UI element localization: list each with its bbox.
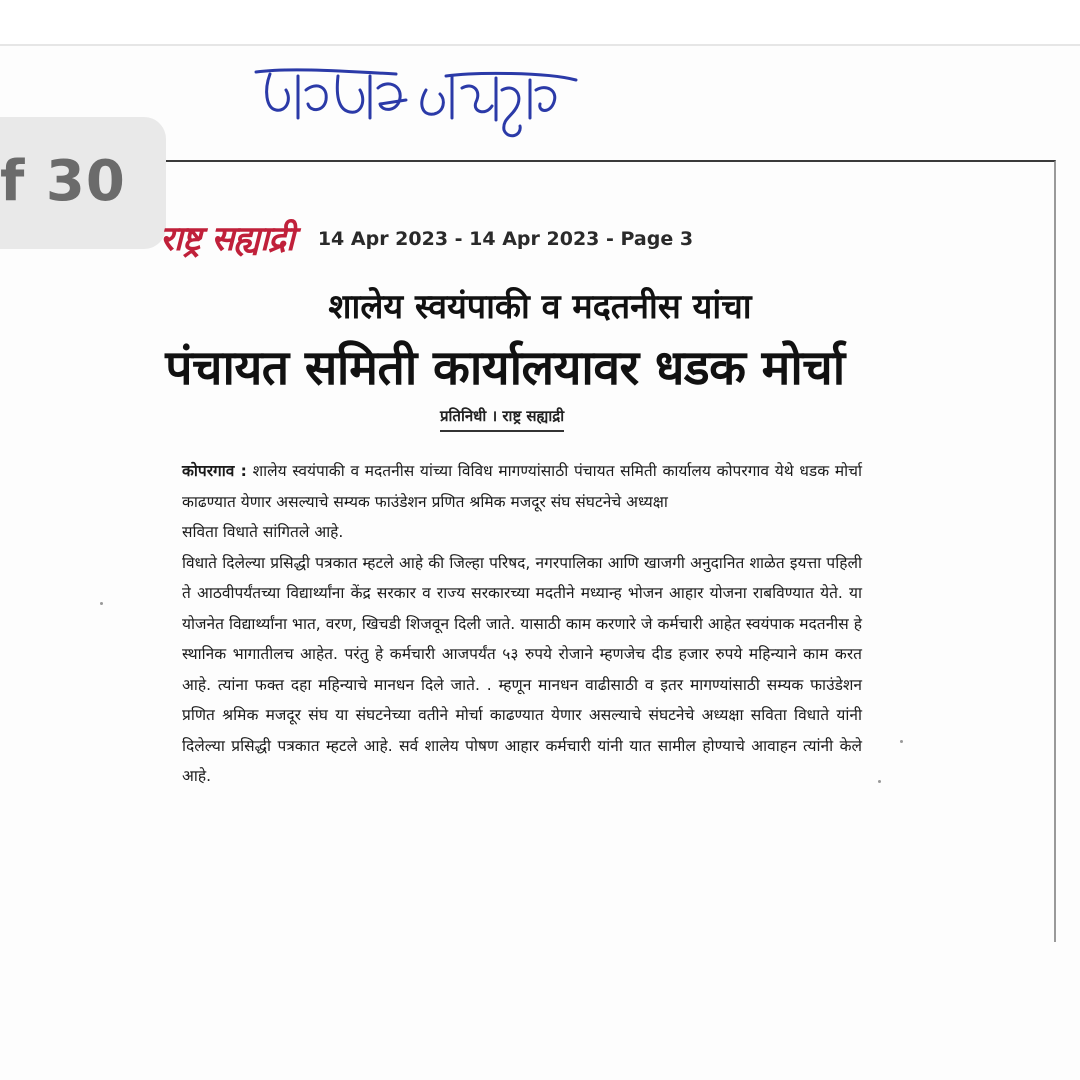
scan-speck xyxy=(878,780,881,783)
scan-speck xyxy=(100,602,103,605)
viewer-top-bar xyxy=(0,0,1080,46)
byline: प्रतिनिधी । राष्ट्र सह्याद्री xyxy=(440,406,564,432)
handwritten-note xyxy=(246,60,586,150)
handwritten-note-drawing xyxy=(246,60,586,150)
article-paragraph-3: विधाते दिलेल्या प्रसिद्धी पत्रकात म्हटले आहे की जिल्हा परिषद, नगरपालिका आणि खाजगी अनुदानित शाळेत इयत्ता पहिली ते आठवीपर्यंतच्या विद्यार्थ्यांना केंद्र सरकार व राज्य सरकारच्या मदतीने मध्यान्ह भोजन आहार योजना राबविण्यात येते. या योजनेत विद्यार्थ्यांना भात, वरण, खिचडी शिजवून दिली जाते. यासाठी काम करणारे जे कर्मचारी आहेत स्वयंपाक मदतनीस हे स्थानिक भागातीलच आहेत. परंतु हे कर्मचारी आजपर्यंत ५३ रुपये रोजाने म्हणजेच दीड हजार रुपये महिन्याने काम करत आहे. त्यांना फक्त दहा महिन्याचे मानधन दिले जाते. . म्हणून मानधन वाढीसाठी व इतर मागण्यांसाठी सम्यक फाउंडेशन प्रणित श्रमिक मजदूर संघ या संघटनेच्या वतीने मोर्चा काढण्यात येणार असल्याचे संघटनेचे अध्यक्षा सविता विधाते यांनी दिलेल्या प्रसिद्धी पत्रकात म्हटले आहे. सर्व शालेय पोषण आहार कर्मचारी यांनी यात सामील होण्याचे आवाहन त्यांनी केले आहे. xyxy=(182,553,862,785)
article-body xyxy=(156,456,862,792)
article-paragraph-2: सविता विधाते सांगितले आहे. xyxy=(182,523,344,541)
headline-line-1: शालेय स्वयंपाकी व मदतनीस यांचा xyxy=(328,287,752,327)
newspaper-logo: राष्ट्र सह्याद्री xyxy=(160,219,294,259)
headline-line-2: पंचायत समिती कार्यालयावर धडक मोर्चा xyxy=(165,340,845,396)
page-indicator-text: f 30 xyxy=(0,149,126,214)
publication-date: 14 Apr 2023 - 14 Apr 2023 - Page 3 xyxy=(317,228,694,250)
article-paragraph-1 xyxy=(156,456,862,517)
scan-speck xyxy=(900,740,903,743)
article-dateline: कोपरगाव : xyxy=(182,462,247,480)
article-paragraph-1-text: शालेय स्वयंपाकी व मदतनीस यांच्या विविध मागण्यांसाठी पंचायत समिती कार्यालय कोपरगाव येथे धडक मोर्चा काढण्यात येणार असल्याचे सम्यक फाउंडेशन प्रणित श्रमिक मजदूर संघ संघटनेचे अध्यक्षा xyxy=(182,462,862,511)
newspaper-masthead xyxy=(160,212,693,262)
